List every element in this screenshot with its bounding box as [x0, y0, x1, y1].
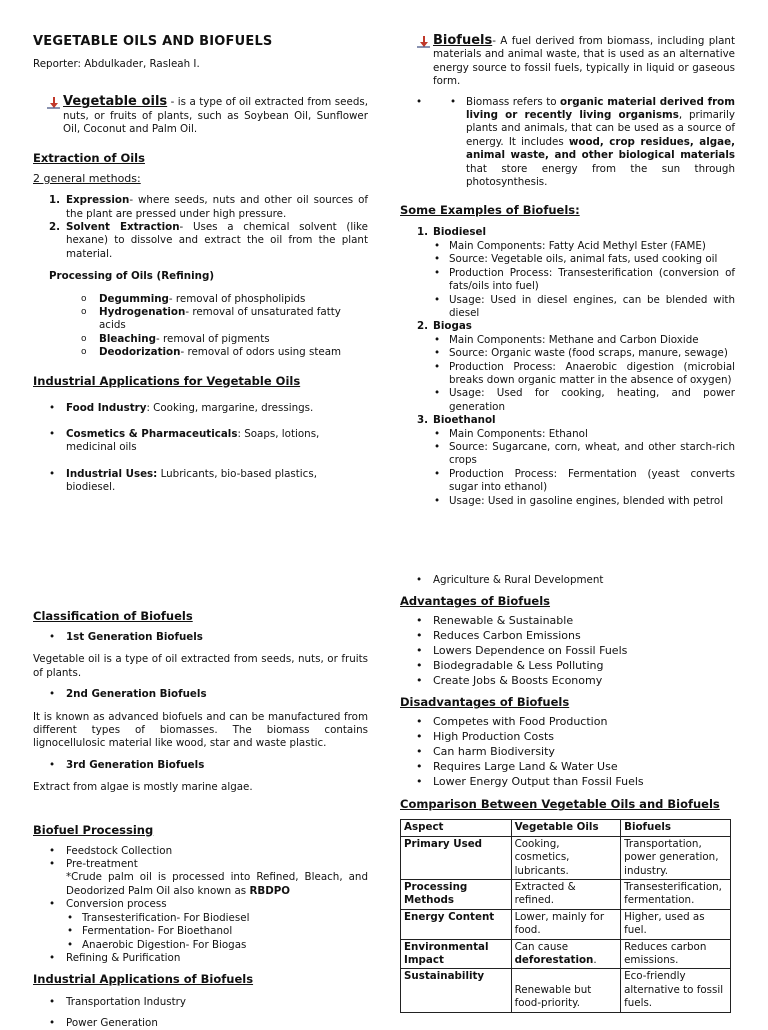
disadvantage-item: • Requires Large Land & Water Use: [400, 760, 735, 775]
left-top-column: [33, 34, 368, 495]
table-cell: Sustainability: [401, 969, 512, 1012]
comparison-heading: Comparison Between Vegetable Oils and Biofuels: [400, 797, 720, 812]
disadvantage-item: • Lower Energy Output than Fossil Fuels: [400, 775, 735, 790]
vegetable-oils-heading: Vegetable oils: [63, 94, 168, 110]
table-cell: Processing Methods: [401, 880, 512, 910]
conversion-item: • Fermentation- For Bioethanol: [33, 925, 368, 938]
gen1-list: [33, 631, 368, 644]
advantage-item: • Lowers Dependence on Fossil Fuels: [400, 644, 735, 659]
example-detail: • Usage: Used for cooking, heating, and power generation: [400, 387, 735, 414]
gen2-text: It is known as advanced biofuels and can be manufactured from different types of biomasses. The biomass contains lignocellulosic material like wood, star and waste plastic.: [33, 710, 368, 750]
table-cell: Extracted & refined.: [511, 880, 621, 910]
disadvantages-list: [400, 715, 735, 789]
advantage-item: • Biodegradable & Less Polluting: [400, 659, 735, 674]
agri-list: [400, 574, 735, 587]
advantage-item: • Renewable & Sustainable: [400, 614, 735, 629]
vegetable-oils-definition: [33, 95, 368, 136]
example-detail: • Main Components: Methane and Carbon Dioxide: [400, 334, 735, 347]
table-cell: Can cause deforestation.: [511, 939, 621, 969]
processing-list: [33, 845, 368, 966]
extraction-heading: Extraction of Oils: [33, 150, 145, 165]
document-title: VEGETABLE OILS AND BIOFUELS: [33, 34, 273, 49]
classification-heading: Classification of Biofuels: [33, 609, 193, 623]
veg-industrial-item: • Cosmetics & Pharmaceuticals: Soaps, lotions, medicinal oils: [33, 428, 368, 455]
example-biogas: 2. Biogas • Main Components: Methane and Carbon Dioxide • Source: Organic waste (food scraps, manure, sewage) • Production Process: Anaerobic digestion (microbial breaks down organic matter in the absence of oxygen) • Usage: Used for cooking, heating, and power generation: [400, 320, 735, 414]
table-cell: Transesterification, fermentation.: [621, 880, 731, 910]
disadvantages-heading: Disadvantages of Biofuels: [400, 695, 570, 710]
table-header-cell: Aspect: [401, 820, 512, 836]
gen1-text: Vegetable oil is a type of oil extracted from seeds, nuts, or fruits of plants.: [33, 653, 368, 679]
biofuels-heading: Biofuels: [433, 33, 493, 48]
table-cell: Reduces carbon emissions.: [621, 939, 731, 969]
gen1-label: • 1st Generation Biofuels: [33, 631, 368, 644]
disadvantage-item: • High Production Costs: [400, 730, 735, 745]
example-detail: • Source: Vegetable oils, animal fats, used cooking oil: [400, 253, 735, 266]
veg-industrial-list: [33, 402, 368, 495]
advantage-item: • Create Jobs & Boosts Economy: [400, 674, 735, 689]
processing-item: • Refining & Purification: [33, 952, 368, 965]
gen3-text: Extract from algae is mostly marine algae.: [33, 781, 253, 794]
right-bottom-column: [400, 574, 735, 1013]
table-cell: Energy Content: [401, 909, 512, 939]
conversion-item: • Transesterification- For Biodiesel: [33, 912, 368, 925]
table-row: [401, 969, 731, 1012]
refining-heading: Processing of Oils (Refining): [49, 270, 215, 283]
example-detail: • Production Process: Anaerobic digestion (microbial breaks down organic matter in the absence of oxygen): [400, 361, 735, 388]
table-cell: Environmental Impact: [401, 939, 512, 969]
biofuel-industrial-heading: Industrial Applications of Biofuels: [33, 972, 254, 987]
example-detail: • Production Process: Transesterification (conversion of fats/oils into fuel): [400, 267, 735, 294]
table-row: [401, 939, 731, 969]
examples-heading: Some Examples of Biofuels:: [400, 203, 580, 218]
reporter-line: Reporter: Abdulkader, Rasleah I.: [33, 58, 200, 70]
method-item: 2. Solvent Extraction- Uses a chemical solvent (like hexane) to dissolve and extract the oil from the plant material.: [49, 220, 368, 260]
gen3-list: [33, 759, 368, 772]
biofuels-definition: [400, 34, 735, 89]
table-header-row: [401, 820, 731, 836]
processing-item: • Conversion process • Transesterification- For Biodiesel • Fermentation- For Bioethanol • Anaerobic Digestion- For Biogas: [33, 898, 368, 952]
table-row: [401, 909, 731, 939]
agri-item: • Agriculture & Rural Development: [400, 574, 735, 587]
veg-industrial-item: • Food Industry: Cooking, margarine, dressings.: [33, 402, 368, 415]
right-top-column: [400, 34, 735, 508]
advantage-item: • Reduces Carbon Emissions: [400, 629, 735, 644]
refining-item: o Bleaching- removal of pigments: [33, 333, 368, 346]
biomass-item: • • Biomass refers to organic material derived from living or recently living organisms, primarily plants and animals, that can be used as a source of energy. It includes wood, crop residues, algae, animal waste, and other biological materials that store energy from the sun through photosynthesis.: [400, 96, 735, 190]
table-row: [401, 836, 731, 879]
refining-item: o Degumming- removal of phospholipids: [33, 293, 368, 306]
example-detail: • Usage: Used in gasoline engines, blended with petrol: [400, 495, 735, 508]
methods-list: [33, 194, 368, 261]
processing-item: • Feedstock Collection: [33, 845, 368, 858]
arrow-icon: [47, 97, 61, 110]
table-cell: Cooking, cosmetics, lubricants.: [511, 836, 621, 879]
method-item: 1. Expression- where seeds, nuts and other oil sources of the plant are pressed under high pressure.: [49, 194, 368, 220]
refining-item: o Deodorization- removal of odors using steam: [33, 346, 368, 359]
table-cell: Eco-friendly alternative to fossil fuels.: [621, 969, 731, 1012]
table-header-cell: Vegetable Oils: [511, 820, 621, 836]
comparison-table: [400, 819, 731, 1012]
biofuel-industrial-list: [33, 996, 368, 1030]
example-detail: • Source: Organic waste (food scraps, manure, sewage): [400, 347, 735, 360]
gen2-label: • 2nd Generation Biofuels: [33, 688, 368, 701]
example-detail: • Production Process: Fermentation (yeast converts sugar into ethanol): [400, 468, 735, 495]
example-detail: • Main Components: Fatty Acid Methyl Ester (FAME): [400, 240, 735, 253]
processing-heading: Biofuel Processing: [33, 822, 154, 837]
methods-heading: 2 general methods:: [33, 171, 141, 185]
disadvantage-item: • Competes with Food Production: [400, 715, 735, 730]
example-detail: • Usage: Used in diesel engines, can be blended with diesel: [400, 294, 735, 321]
advantages-list: [400, 614, 735, 688]
table-cell: Primary Used: [401, 836, 512, 879]
biomass-list: [400, 96, 735, 190]
gen3-label: • 3rd Generation Biofuels: [33, 759, 368, 772]
example-detail: • Source: Sugarcane, corn, wheat, and other starch-rich crops: [400, 441, 735, 468]
biofuels-text: - A fuel derived from biomass, including plant materials and animal waste, that is used as an alternative energy source to fossil fuels, typically in liquid or gaseous form.: [433, 35, 735, 88]
veg-industrial-heading: Industrial Applications for Vegetable Oils: [33, 373, 301, 388]
biofuel-industrial-item: • Power Generation: [33, 1017, 368, 1030]
table-cell: Lower, mainly for food.: [511, 909, 621, 939]
example-detail: • Main Components: Ethanol: [400, 428, 735, 441]
left-bottom-column: [33, 609, 368, 1030]
refining-item: o Hydrogenation- removal of unsaturated fatty acids: [33, 306, 368, 333]
table-cell: Higher, used as fuel.: [621, 909, 731, 939]
examples-list: [400, 226, 735, 508]
biofuel-industrial-item: • Transportation Industry: [33, 996, 368, 1009]
table-row: [401, 880, 731, 910]
example-biodiesel: 1. Biodiesel • Main Components: Fatty Acid Methyl Ester (FAME) • Source: Vegetable oils, animal fats, used cooking oil • Production Process: Transesterification (conversion of fats/oils into fuel) • Usage: Used in diesel engines, can be blended with diesel: [400, 226, 735, 320]
arrow-icon: [417, 36, 431, 49]
advantages-heading: Advantages of Biofuels: [400, 594, 551, 609]
veg-industrial-item: • Industrial Uses: Lubricants, bio-based plastics, biodiesel.: [33, 468, 368, 495]
example-bioethanol: 3. Bioethanol • Main Components: Ethanol • Source: Sugarcane, corn, wheat, and other starch-rich crops • Production Process: Fermentation (yeast converts sugar into ethanol) • Usage: Used in gasoline engines, blended with petrol: [400, 414, 735, 508]
vegetable-oils-text: - is a type of oil extracted from seeds, nuts, or fruits of plants, such as Soybean Oil, Sunflower Oil, Coconut and Palm Oil.: [63, 96, 368, 136]
table-header-cell: Biofuels: [621, 820, 731, 836]
table-cell: Renewable but food-priority.: [511, 969, 621, 1012]
conversion-item: • Anaerobic Digestion- For Biogas: [33, 939, 368, 952]
refining-list: [33, 293, 368, 360]
gen2-list: [33, 688, 368, 701]
disadvantage-item: • Can harm Biodiversity: [400, 745, 735, 760]
table-cell: Transportation, power generation, industry.: [621, 836, 731, 879]
processing-item: • Pre-treatment *Crude palm oil is processed into Refined, Bleach, and Deodorized Palm Oil also known as RBDPO: [33, 858, 368, 898]
